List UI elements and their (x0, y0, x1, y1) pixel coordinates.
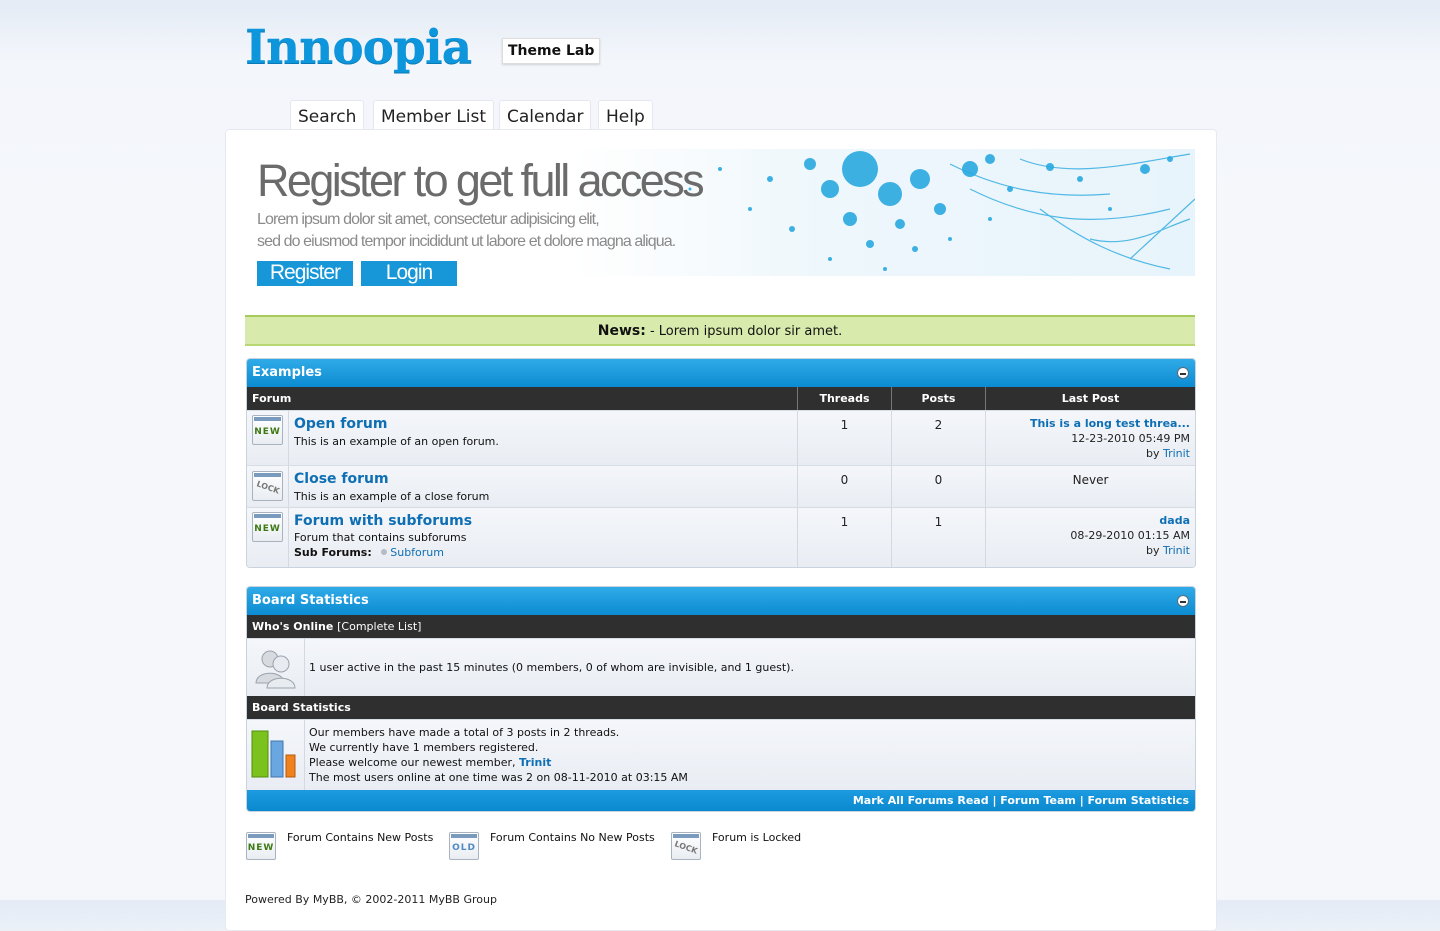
tab-search[interactable]: Search (290, 100, 364, 131)
threads-count: 0 (797, 466, 891, 507)
last-post-never: Never (985, 466, 1195, 507)
users-icon-cell (247, 639, 304, 696)
forum-description: Forum that contains subforums (294, 531, 467, 544)
login-button[interactable]: Login (361, 261, 457, 286)
legend-old-label: Forum Contains No New Posts (490, 831, 655, 844)
threads-count: 1 (797, 411, 891, 465)
news-bar (245, 315, 1195, 346)
legend-locked-icon: LOCK (671, 832, 701, 860)
register-button[interactable]: Register (257, 261, 353, 286)
forum-icon-cell (247, 508, 288, 567)
forum-category-table (246, 358, 1196, 568)
stats-members-line: We currently have 1 members registered. (309, 741, 539, 754)
online-users-text: 1 user active in the past 15 minutes (0 members, 0 of whom are invisible, and 1 guest). (304, 639, 1195, 696)
subforums-line (294, 546, 444, 559)
banner-text-line-2: sed do eiusmod tempor incididunt ut labore et dolore magna aliqua. (257, 233, 676, 250)
tab-calendar[interactable]: Calendar (499, 100, 591, 131)
subforum-link[interactable]: Subforum (390, 546, 444, 559)
legend-locked-label: Forum is Locked (712, 831, 802, 844)
whos-online-label[interactable]: Who's Online (252, 620, 334, 633)
board-statistics-label: Board Statistics (252, 701, 351, 714)
site-logo[interactable]: Innoopia (245, 20, 472, 75)
board-statistics-section-header (247, 696, 1195, 719)
forum-title-link[interactable]: Open forum (294, 416, 388, 432)
category-header (247, 359, 1195, 387)
forum-icon-cell (247, 411, 288, 465)
legend-old-icon: OLD (449, 832, 479, 860)
bar-chart-icon (251, 729, 299, 779)
news-label: News: (597, 323, 646, 339)
powered-by-footer: Powered By MyBB, © 2002-2011 MyBB Group (245, 893, 497, 906)
forum-info-cell (288, 508, 797, 567)
collapse-icon[interactable] (1177, 367, 1189, 379)
stats-posts-line: Our members have made a total of 3 posts in 2 threads. (309, 726, 620, 739)
forum-description: This is an example of a close forum (294, 490, 490, 503)
forum-info-cell (288, 411, 797, 465)
tab-help[interactable]: Help (598, 100, 653, 131)
forum-statistics-link[interactable]: Forum Statistics (1087, 794, 1189, 807)
statistics-footer-links: Mark All Forums Read | Forum Team | Forum Statistics (247, 790, 1195, 811)
stats-most-online-line: The most users online at one time was 2 on 08-11-2010 at 03:15 AM (309, 771, 688, 784)
col-header-forum: Forum (252, 392, 292, 405)
posts-count: 2 (891, 411, 985, 465)
newest-member-link[interactable]: Trinit (519, 756, 552, 769)
tab-member-list[interactable]: Member List (373, 100, 494, 131)
last-post-date: 12-23-2010 05:49 PM (1071, 432, 1190, 445)
board-statistics-row (247, 719, 1195, 790)
forum-info-cell (288, 466, 797, 507)
banner-text-line-1: Lorem ipsum dolor sit amet, consectetur adipisicing elit, (257, 211, 599, 228)
legend-new-icon: NEW (246, 832, 276, 860)
col-header-last-post: Last Post (985, 387, 1195, 410)
forum-title-link[interactable]: Close forum (294, 471, 389, 487)
col-header-posts: Posts (891, 387, 985, 410)
stats-newest-prefix: Please welcome our newest member, (309, 756, 516, 769)
whos-online-header (247, 615, 1195, 638)
forum-new-icon: NEW (252, 512, 283, 542)
banner-title: Register to get full access (257, 155, 703, 206)
mark-all-read-link[interactable]: Mark All Forums Read (852, 794, 989, 807)
column-header-row (247, 387, 1195, 410)
subforums-label: Sub Forums: (294, 546, 372, 559)
news-text: - Lorem ipsum dolor sir amet. (649, 324, 843, 339)
col-header-threads: Threads (797, 387, 891, 410)
statistics-text (304, 720, 1195, 790)
users-icon (253, 645, 299, 691)
stats-icon-cell (247, 720, 304, 790)
table-row (247, 410, 1195, 465)
whos-online-row (247, 638, 1195, 696)
table-row (247, 465, 1195, 507)
forum-description: This is an example of an open forum. (294, 435, 499, 448)
collapse-icon[interactable] (1177, 595, 1189, 607)
posts-count: 0 (891, 466, 985, 507)
last-post-user-link[interactable]: Trinit (1162, 447, 1190, 460)
last-post-user-link[interactable]: Trinit (1162, 544, 1190, 557)
table-row (247, 507, 1195, 567)
last-post-cell (985, 508, 1195, 567)
forum-title-link[interactable]: Forum with subforums (294, 513, 473, 529)
statistics-title: Board Statistics (252, 593, 369, 608)
board-statistics-table (246, 586, 1196, 812)
last-post-by: by (1145, 544, 1160, 557)
posts-count: 1 (891, 508, 985, 567)
threads-count: 1 (797, 508, 891, 567)
forum-new-icon: NEW (252, 415, 283, 445)
statistics-header (247, 587, 1195, 615)
forum-team-link[interactable]: Forum Team (1000, 794, 1076, 807)
last-post-date: 08-29-2010 01:15 AM (1070, 529, 1190, 542)
last-post-link[interactable]: dada (1159, 514, 1190, 527)
forum-locked-icon: LOCK (252, 471, 283, 501)
subforum-bullet-icon (381, 549, 387, 555)
last-post-link[interactable]: This is a long test threa... (1029, 417, 1190, 430)
category-title[interactable]: Examples (252, 365, 322, 380)
theme-badge: Theme Lab (502, 38, 600, 64)
forum-icon-cell (247, 466, 288, 507)
last-post-by: by (1145, 447, 1160, 460)
legend-new-label: Forum Contains New Posts (287, 831, 434, 844)
complete-list-link[interactable]: [Complete List] (337, 620, 422, 633)
last-post-cell (985, 411, 1195, 465)
